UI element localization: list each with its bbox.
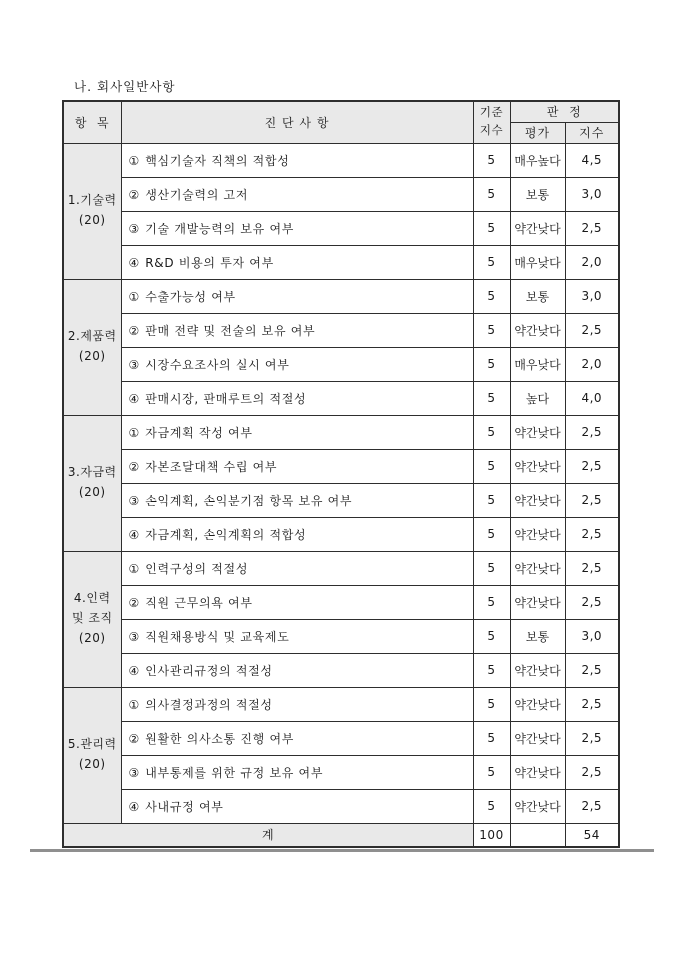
- diagnosis-item-cell: [121, 415, 473, 449]
- score-cell: 2,5: [565, 415, 619, 449]
- base-index-cell: 5: [473, 789, 510, 823]
- table-row: [63, 211, 619, 245]
- table-body: [63, 143, 619, 823]
- total-evaluation: [510, 823, 565, 847]
- score-cell: 3,0: [565, 279, 619, 313]
- diagnosis-item-cell: [121, 381, 473, 415]
- diagnosis-item-cell: [121, 313, 473, 347]
- score-cell: 2,5: [565, 211, 619, 245]
- score-cell: 2,5: [565, 721, 619, 755]
- group-label-line: (20): [78, 485, 106, 499]
- table-row: [63, 279, 619, 313]
- total-base-index: 100: [473, 823, 510, 847]
- item-number: ④: [128, 391, 140, 406]
- group-label-line: 및 조직: [71, 611, 113, 626]
- table-row: [63, 687, 619, 721]
- table-row: [63, 619, 619, 653]
- group-label-line: (20): [78, 757, 106, 771]
- base-index-cell: 5: [473, 721, 510, 755]
- group-label-cell: [63, 551, 121, 687]
- diagnosis-item-cell: [121, 789, 473, 823]
- item-text: 의사결정과정의 적절성: [145, 697, 273, 712]
- score-cell: 2,5: [565, 449, 619, 483]
- item-number: ④: [128, 663, 140, 678]
- item-number: ②: [128, 595, 140, 610]
- table-row: [63, 789, 619, 823]
- table-row: [63, 143, 619, 177]
- score-cell: 2,5: [565, 687, 619, 721]
- table-row: [63, 313, 619, 347]
- score-cell: 3,0: [565, 177, 619, 211]
- score-cell: 2,5: [565, 483, 619, 517]
- evaluation-cell: 약간낮다: [510, 517, 565, 551]
- group-label-line: (20): [78, 630, 106, 645]
- item-text: 핵심기술자 직책의 적합성: [145, 153, 290, 168]
- item-text: 인사관리규정의 적절성: [145, 663, 273, 678]
- base-index-cell: 5: [473, 211, 510, 245]
- score-cell: 2,0: [565, 347, 619, 381]
- header-item-column: 항 목: [63, 101, 121, 143]
- group-label-line: (20): [78, 213, 106, 227]
- item-number: ④: [128, 799, 140, 814]
- score-cell: 2,5: [565, 585, 619, 619]
- header-base-line2: 지수: [479, 123, 504, 138]
- item-text: 손익계획, 손익분기점 항목 보유 여부: [145, 493, 353, 508]
- item-number: ③: [128, 629, 140, 644]
- score-cell: 3,0: [565, 619, 619, 653]
- diagnosis-item-cell: [121, 619, 473, 653]
- item-text: 인력구성의 적절성: [145, 561, 249, 576]
- diagnosis-item-cell: [121, 551, 473, 585]
- diagnosis-item-cell: [121, 687, 473, 721]
- item-number: ②: [128, 187, 140, 202]
- score-cell: 2,5: [565, 551, 619, 585]
- evaluation-cell: 높다: [510, 381, 565, 415]
- item-number: ②: [128, 323, 140, 338]
- evaluation-cell: 약간낮다: [510, 653, 565, 687]
- table-row: [63, 245, 619, 279]
- base-index-cell: 5: [473, 143, 510, 177]
- item-number: ③: [128, 221, 140, 236]
- score-cell: 2,0: [565, 245, 619, 279]
- base-index-cell: 5: [473, 653, 510, 687]
- item-text: 내부통제를 위한 규정 보유 여부: [145, 765, 324, 780]
- base-index-cell: 5: [473, 415, 510, 449]
- score-cell: 2,5: [565, 755, 619, 789]
- score-cell: 2,5: [565, 653, 619, 687]
- item-number: ②: [128, 459, 140, 474]
- diagnosis-item-cell: [121, 755, 473, 789]
- header-diagnosis-column: 진 단 사 항: [121, 101, 473, 143]
- table-row: [63, 585, 619, 619]
- item-number: ③: [128, 357, 140, 372]
- table-row: [63, 415, 619, 449]
- item-text: 자본조달대책 수립 여부: [145, 459, 278, 474]
- item-number: ①: [128, 561, 140, 576]
- evaluation-cell: 약간낮다: [510, 585, 565, 619]
- group-label-line: 1.기술력: [67, 193, 117, 208]
- evaluation-cell: 약간낮다: [510, 687, 565, 721]
- total-score: 54: [565, 823, 619, 847]
- evaluation-cell: 약간낮다: [510, 415, 565, 449]
- header-index-column: 지수: [565, 122, 619, 143]
- diagnosis-item-cell: [121, 653, 473, 687]
- base-index-cell: 5: [473, 347, 510, 381]
- evaluation-cell: 약간낮다: [510, 313, 565, 347]
- diagnosis-item-cell: [121, 517, 473, 551]
- item-text: 사내규정 여부: [145, 799, 224, 814]
- group-label-line: 5.관리력: [67, 737, 117, 752]
- diagnosis-item-cell: [121, 585, 473, 619]
- base-index-cell: 5: [473, 585, 510, 619]
- group-label-line: (20): [78, 349, 106, 363]
- score-cell: 2,5: [565, 313, 619, 347]
- item-text: 원활한 의사소통 진행 여부: [145, 731, 295, 746]
- header-judgment-group: 판 정: [510, 101, 619, 122]
- table-row: [63, 755, 619, 789]
- table-header: [63, 101, 619, 143]
- item-number: ③: [128, 493, 140, 508]
- header-row-1: [63, 101, 619, 122]
- evaluation-cell: 보통: [510, 279, 565, 313]
- item-text: 직원 근무의욕 여부: [145, 595, 253, 610]
- diagnosis-item-cell: [121, 211, 473, 245]
- evaluation-cell: 약간낮다: [510, 721, 565, 755]
- base-index-cell: 5: [473, 755, 510, 789]
- section-title: 나. 회사일반사항: [74, 79, 176, 94]
- evaluation-cell: 매우높다: [510, 143, 565, 177]
- total-label: 계: [63, 823, 473, 847]
- item-text: 자금계획 작성 여부: [145, 425, 253, 440]
- header-base-index-column: [473, 101, 510, 143]
- evaluation-cell: 약간낮다: [510, 449, 565, 483]
- item-number: ④: [128, 527, 140, 542]
- base-index-cell: 5: [473, 381, 510, 415]
- item-number: ②: [128, 731, 140, 746]
- diagnosis-item-cell: [121, 347, 473, 381]
- base-index-cell: 5: [473, 517, 510, 551]
- evaluation-cell: 약간낮다: [510, 211, 565, 245]
- header-evaluation-column: 평가: [510, 122, 565, 143]
- evaluation-cell: 매우낮다: [510, 347, 565, 381]
- item-text: 시장수요조사의 실시 여부: [145, 357, 290, 372]
- item-text: 수출가능성 여부: [145, 289, 236, 304]
- group-label-line: 2.제품력: [67, 329, 117, 344]
- header-base-line1: 기준: [479, 105, 504, 120]
- group-label-cell: [63, 143, 121, 279]
- base-index-cell: 5: [473, 313, 510, 347]
- score-cell: 2,5: [565, 517, 619, 551]
- evaluation-cell: 약간낮다: [510, 551, 565, 585]
- scan-artifact-line: [30, 849, 654, 852]
- evaluation-cell: 약간낮다: [510, 755, 565, 789]
- item-number: ①: [128, 153, 140, 168]
- base-index-cell: 5: [473, 483, 510, 517]
- diagnosis-item-cell: [121, 143, 473, 177]
- table-row: [63, 721, 619, 755]
- base-index-cell: 5: [473, 551, 510, 585]
- table-row: [63, 381, 619, 415]
- diagnosis-table: [62, 100, 620, 848]
- group-label-cell: [63, 687, 121, 823]
- total-row: [63, 823, 619, 847]
- diagnosis-item-cell: [121, 279, 473, 313]
- evaluation-cell: 보통: [510, 619, 565, 653]
- item-number: ③: [128, 765, 140, 780]
- item-number: ①: [128, 425, 140, 440]
- item-text: 자금계획, 손익계획의 적합성: [145, 527, 307, 542]
- item-number: ①: [128, 697, 140, 712]
- diagnosis-item-cell: [121, 721, 473, 755]
- diagnosis-item-cell: [121, 483, 473, 517]
- score-cell: 2,5: [565, 789, 619, 823]
- diagnosis-item-cell: [121, 449, 473, 483]
- item-text: 판매 전략 및 전술의 보유 여부: [145, 323, 316, 338]
- table-footer: [63, 823, 619, 847]
- score-cell: 4,0: [565, 381, 619, 415]
- evaluation-cell: 매우낮다: [510, 245, 565, 279]
- group-label-cell: [63, 415, 121, 551]
- base-index-cell: 5: [473, 619, 510, 653]
- group-label-cell: [63, 279, 121, 415]
- table-row: [63, 653, 619, 687]
- group-label-line: 3.자금력: [67, 465, 117, 480]
- item-text: 판매시장, 판매루트의 적절성: [145, 391, 307, 406]
- table-row: [63, 551, 619, 585]
- table-row: [63, 177, 619, 211]
- evaluation-cell: 약간낮다: [510, 789, 565, 823]
- item-number: ①: [128, 289, 140, 304]
- evaluation-cell: 보통: [510, 177, 565, 211]
- table-row: [63, 483, 619, 517]
- base-index-cell: 5: [473, 177, 510, 211]
- item-number: ④: [128, 255, 140, 270]
- item-text: R&D 비용의 투자 여부: [145, 255, 274, 270]
- diagnosis-item-cell: [121, 177, 473, 211]
- item-text: 생산기술력의 고저: [145, 187, 249, 202]
- diagnosis-item-cell: [121, 245, 473, 279]
- table-row: [63, 347, 619, 381]
- evaluation-cell: 약간낮다: [510, 483, 565, 517]
- item-text: 기술 개발능력의 보유 여부: [145, 221, 295, 236]
- base-index-cell: 5: [473, 245, 510, 279]
- base-index-cell: 5: [473, 279, 510, 313]
- table-row: [63, 517, 619, 551]
- group-label-line: 4.인력: [73, 591, 111, 606]
- score-cell: 4,5: [565, 143, 619, 177]
- base-index-cell: 5: [473, 449, 510, 483]
- table-row: [63, 449, 619, 483]
- item-text: 직원채용방식 및 교육제도: [145, 629, 290, 644]
- base-index-cell: 5: [473, 687, 510, 721]
